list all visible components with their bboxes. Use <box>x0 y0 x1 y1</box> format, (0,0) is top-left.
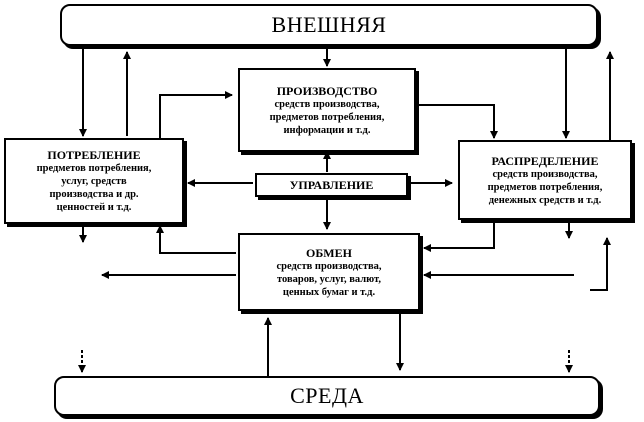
environment-box <box>54 376 600 416</box>
consumption-line-2: услуг, средств <box>61 176 127 187</box>
arrow-production-to-distribution <box>418 105 494 138</box>
consumption-box <box>4 138 184 224</box>
exchange-line-2: товаров, услуг, валют, <box>276 273 382 285</box>
external-environment-box <box>60 4 598 46</box>
production-line-1: средств производства, <box>274 98 380 110</box>
exchange-line-3: ценных бумаг и т.д. <box>282 286 376 298</box>
distribution-line-2: предметов потребления, <box>487 181 603 193</box>
exchange-line-1: средств производства, <box>276 260 382 272</box>
consumption-title: ПОТРЕБЛЕНИЕ <box>47 148 141 162</box>
exchange-title: ОБМЕН <box>306 245 352 260</box>
distribution-line-1: средств производства, <box>492 168 598 180</box>
distribution-box <box>458 140 632 220</box>
production-line-2: предметов потребления, <box>269 111 385 123</box>
arrow-exchange-to-consumption <box>160 226 236 253</box>
production-box <box>238 68 416 152</box>
production-line-3: информации и т.д. <box>283 124 371 136</box>
management-box <box>255 173 408 197</box>
distribution-line-3: денежных средств и т.д. <box>488 194 602 206</box>
environment-title: СРЕДА <box>290 383 364 408</box>
arrow-consumption-to-production <box>160 95 232 138</box>
external-title: ВНЕШНЯЯ <box>271 12 387 37</box>
consumption-line-3: производства и др. <box>49 189 139 200</box>
distribution-title: РАСПРЕДЕЛЕНИЕ <box>491 153 599 168</box>
arrow-right-bracket <box>590 238 607 290</box>
exchange-box <box>238 233 420 311</box>
consumption-line-1: предметов потребления, <box>36 163 152 174</box>
production-title: ПРОИЗВОДСТВО <box>276 83 378 98</box>
arrow-distribution-to-exchange <box>424 220 494 248</box>
consumption-line-4: ценностей и т.д. <box>56 202 132 213</box>
management-title: УПРАВЛЕНИЕ <box>289 178 374 192</box>
